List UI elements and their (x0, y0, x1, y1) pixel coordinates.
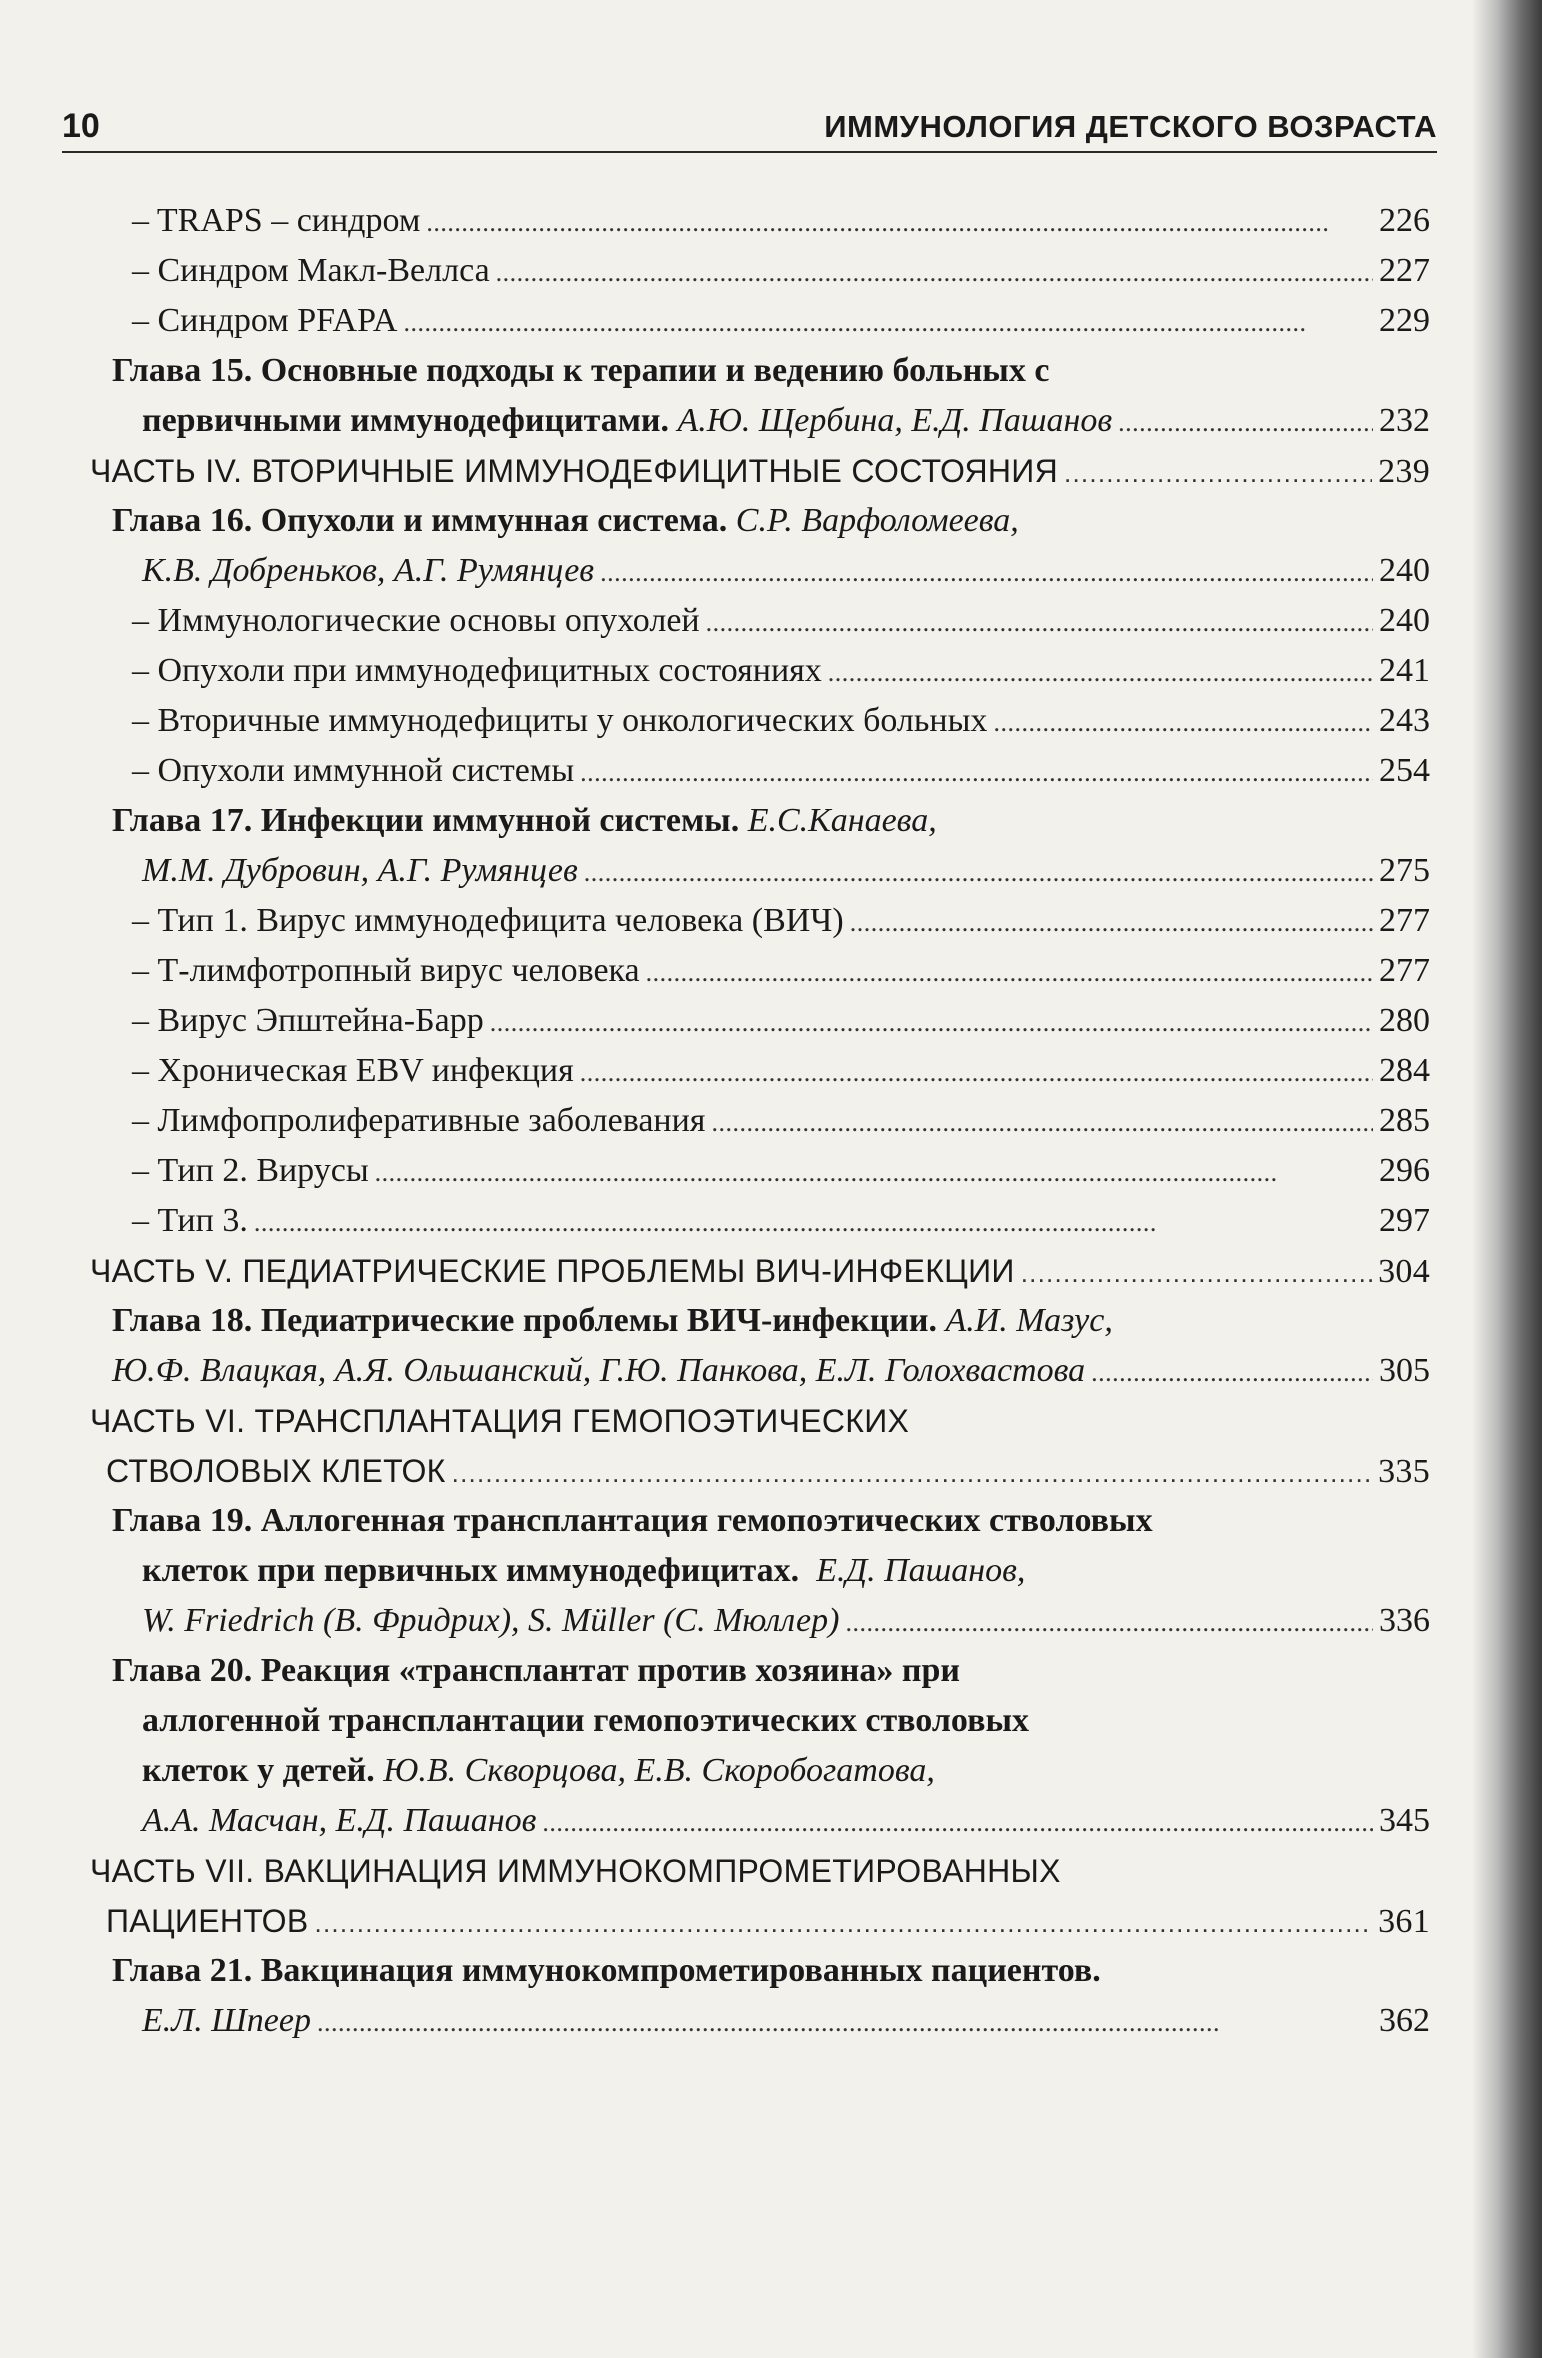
chapter-heading[interactable] (90, 1296, 1430, 1346)
part-heading[interactable] (90, 1246, 1430, 1296)
part-title: ЧАСТЬ VI. ТРАНСПЛАНТАЦИЯ ГЕМОПОЭТИЧЕСКИХ (90, 1403, 910, 1439)
leader-dots (706, 596, 1373, 648)
chapter-heading-continued[interactable] (90, 1796, 1430, 1846)
entry-title: – Опухоли при иммунодефицитных состояниях (132, 652, 822, 689)
page-ref: 304 (1378, 1253, 1430, 1290)
chapter-title: Реакция «трансплантат против хозяина» при (260, 1652, 960, 1689)
part-heading[interactable] (90, 1846, 1430, 1896)
entry-title: – Хроническая EBV инфекция (132, 1052, 574, 1089)
page-ref: 305 (1379, 1352, 1430, 1389)
entry-title: – Вторичные иммунодефициты у онкологических больных (132, 702, 988, 739)
chapter-title: Инфекции иммунной системы. (260, 802, 740, 839)
chapter-heading-continued[interactable] (90, 1546, 1430, 1596)
chapter-authors: С.Р. Варфоломеева, (735, 502, 1019, 539)
header-rule (62, 151, 1437, 153)
chapter-authors: Е.С.Канаева, (747, 802, 937, 839)
leader-dots (1118, 396, 1373, 448)
chapter-heading-continued[interactable] (90, 846, 1430, 896)
chapter-authors: А.И. Мазус, (945, 1302, 1113, 1339)
leader-dots (646, 946, 1373, 998)
leader-dots (993, 696, 1373, 748)
part-title: ПАЦИЕНТОВ (106, 1903, 309, 1939)
chapter-title: Опухоли и иммунная система. (260, 502, 728, 539)
leader-dots (580, 1046, 1373, 1098)
chapter-authors: А.А. Масчан, Е.Д. Пашанов (142, 1802, 537, 1839)
toc-entry[interactable] (90, 1196, 1430, 1246)
chapter-label: Глава 19. (112, 1502, 253, 1539)
toc-entry[interactable] (90, 1146, 1430, 1196)
page-ref: 232 (1379, 402, 1430, 439)
toc-entry[interactable] (90, 646, 1430, 696)
leader-dots (828, 646, 1373, 698)
entry-title: – Т-лимфотропный вирус человека (132, 952, 640, 989)
page-ref: 254 (1379, 752, 1430, 789)
part-heading-continued[interactable] (90, 1896, 1430, 1946)
page-ref: 345 (1379, 1802, 1430, 1839)
page-ref: 239 (1378, 453, 1430, 490)
leader-dots (452, 1446, 1372, 1498)
toc-entry[interactable] (90, 1046, 1430, 1096)
chapter-label: Глава 20. (112, 1652, 253, 1689)
part-title: СТВОЛОВЫХ КЛЕТОК (106, 1453, 446, 1489)
chapter-authors: Е.Д. Пашанов, (816, 1552, 1026, 1589)
part-title: ЧАСТЬ IV. ВТОРИЧНЫЕ ИММУНОДЕФИЦИТНЫЕ СОСТОЯНИЯ (90, 453, 1059, 489)
chapter-authors: К.В. Добреньков, А.Г. Румянцев (142, 552, 595, 589)
page-ref: 335 (1378, 1453, 1430, 1490)
entry-title: – Опухоли иммунной системы (132, 752, 575, 789)
leader-dots (490, 996, 1373, 1048)
part-heading[interactable] (90, 1396, 1430, 1446)
part-title: ЧАСТЬ VII. ВАКЦИНАЦИЯ ИММУНОКОМПРОМЕТИРОВАННЫХ (90, 1853, 1061, 1889)
leader-dots (584, 846, 1373, 898)
page-number: 10 (62, 107, 100, 145)
page-ref: 296 (1379, 1152, 1430, 1189)
chapter-title: аллогенной трансплантации гемопоэтических стволовых (142, 1702, 1029, 1739)
chapter-label: Глава 15. (112, 352, 253, 389)
page-header (62, 105, 1437, 153)
leader-dots (600, 546, 1373, 598)
toc-entry[interactable] (90, 946, 1430, 996)
page-ref: 336 (1379, 1602, 1430, 1639)
chapter-heading[interactable] (90, 346, 1430, 396)
chapter-heading-continued[interactable] (90, 1996, 1430, 2046)
part-heading-continued[interactable] (90, 1446, 1430, 1496)
entry-title: – Синдром Макл-Веллса (132, 252, 490, 289)
page-ref: 240 (1379, 602, 1430, 639)
page-ref: 240 (1379, 552, 1430, 589)
entry-title: – Синдром PFAPA (132, 302, 398, 339)
chapter-title: Вакцинация иммунокомпрометированных пациентов. (260, 1952, 1101, 1989)
chapter-label: Глава 16. (112, 502, 253, 539)
chapter-heading[interactable] (90, 496, 1430, 546)
entry-title: – Тип 1. Вирус иммунодефицита человека (ВИЧ) (132, 902, 844, 939)
page-ref: 241 (1379, 652, 1430, 689)
chapter-title: первичными иммунодефицитами. (142, 402, 669, 439)
page-ref: 275 (1379, 852, 1430, 889)
entry-title: – TRAPS – синдром (132, 202, 421, 239)
toc-entry[interactable] (90, 696, 1430, 746)
chapter-title: Основные подходы к терапии и ведению больных с (260, 352, 1050, 389)
page-ref: 277 (1379, 952, 1430, 989)
page-ref: 280 (1379, 1002, 1430, 1039)
chapter-authors: Е.Л. Шпеер (142, 2002, 311, 2039)
toc-entry[interactable] (90, 246, 1430, 296)
toc-entry[interactable] (90, 196, 1430, 246)
table-of-contents (90, 196, 1430, 2046)
chapter-heading[interactable] (90, 1946, 1430, 1996)
leader-dots (317, 1996, 1373, 2048)
chapter-label: Глава 21. (112, 1952, 253, 1989)
chapter-heading-continued[interactable] (90, 396, 1430, 446)
page-ref: 285 (1379, 1102, 1430, 1139)
toc-entry[interactable] (90, 746, 1430, 796)
leader-dots (1091, 1346, 1373, 1398)
chapter-authors: М.М. Дубровин, А.Г. Румянцев (142, 852, 578, 889)
leader-dots (315, 1896, 1373, 1948)
leader-dots (850, 896, 1373, 948)
toc-entry[interactable] (90, 996, 1430, 1046)
chapter-heading-continued[interactable] (90, 1746, 1430, 1796)
entry-title: – Тип 3. (132, 1202, 248, 1239)
toc-entry[interactable] (90, 296, 1430, 346)
toc-entry[interactable] (90, 596, 1430, 646)
leader-dots (542, 1796, 1373, 1848)
page-binding-shadow (1472, 0, 1542, 2358)
page-ref: 243 (1379, 702, 1430, 739)
page-ref: 227 (1379, 252, 1430, 289)
part-heading[interactable] (90, 446, 1430, 496)
running-title: ИММУНОЛОГИЯ ДЕТСКОГО ВОЗРАСТА (824, 109, 1437, 144)
entry-title: – Лимфопролиферативные заболевания (132, 1102, 706, 1139)
chapter-authors: А.Ю. Щербина, Е.Д. Пашанов (677, 402, 1113, 439)
chapter-heading[interactable] (90, 1646, 1430, 1696)
leader-dots (403, 296, 1373, 348)
leader-dots (254, 1196, 1373, 1248)
chapter-heading-continued[interactable] (90, 1696, 1430, 1746)
chapter-authors: Ю.В. Скворцова, Е.В. Скоробогатова, (383, 1752, 935, 1789)
chapter-title: Педиатрические проблемы ВИЧ-инфекции. (260, 1302, 937, 1339)
page-ref: 361 (1378, 1903, 1430, 1940)
leader-dots (845, 1596, 1373, 1648)
leader-dots (375, 1146, 1373, 1198)
chapter-heading[interactable] (90, 796, 1430, 846)
chapter-authors: Ю.Ф. Влацкая, А.Я. Ольшанский, Г.Ю. Панкова, Е.Л. Голохвастова (112, 1352, 1086, 1389)
entry-title: – Вирус Эпштейна-Барр (132, 1002, 484, 1039)
leader-dots (711, 1096, 1373, 1148)
leader-dots (426, 196, 1373, 248)
entry-title: – Тип 2. Вирусы (132, 1152, 369, 1189)
chapter-title: клеток у детей. (142, 1752, 375, 1789)
page-ref: 229 (1379, 302, 1430, 339)
leader-dots (1021, 1246, 1372, 1298)
toc-entry[interactable] (90, 896, 1430, 946)
chapter-heading-continued[interactable] (90, 1596, 1430, 1646)
chapter-title: Аллогенная трансплантация гемопоэтических стволовых (260, 1502, 1153, 1539)
page-ref: 277 (1379, 902, 1430, 939)
toc-entry[interactable] (90, 1096, 1430, 1146)
chapter-heading-continued[interactable] (90, 546, 1430, 596)
leader-dots (1064, 446, 1372, 498)
chapter-heading[interactable] (90, 1496, 1430, 1546)
part-title: ЧАСТЬ V. ПЕДИАТРИЧЕСКИЕ ПРОБЛЕМЫ ВИЧ-ИНФЕКЦИИ (90, 1253, 1015, 1289)
entry-title: – Иммунологические основы опухолей (132, 602, 700, 639)
page-ref: 297 (1379, 1202, 1430, 1239)
chapter-label: Глава 18. (112, 1302, 253, 1339)
page-ref: 284 (1379, 1052, 1430, 1089)
page-ref: 362 (1379, 2002, 1430, 2039)
chapter-authors: W. Friedrich (В. Фридрих), S. Müller (С. Мюллер) (142, 1602, 840, 1639)
chapter-heading-continued[interactable] (90, 1346, 1430, 1396)
page-ref: 226 (1379, 202, 1430, 239)
chapter-title: клеток при первичных иммунодефицитах. (142, 1552, 800, 1589)
leader-dots (580, 746, 1373, 798)
leader-dots (496, 246, 1373, 298)
chapter-label: Глава 17. (112, 802, 253, 839)
